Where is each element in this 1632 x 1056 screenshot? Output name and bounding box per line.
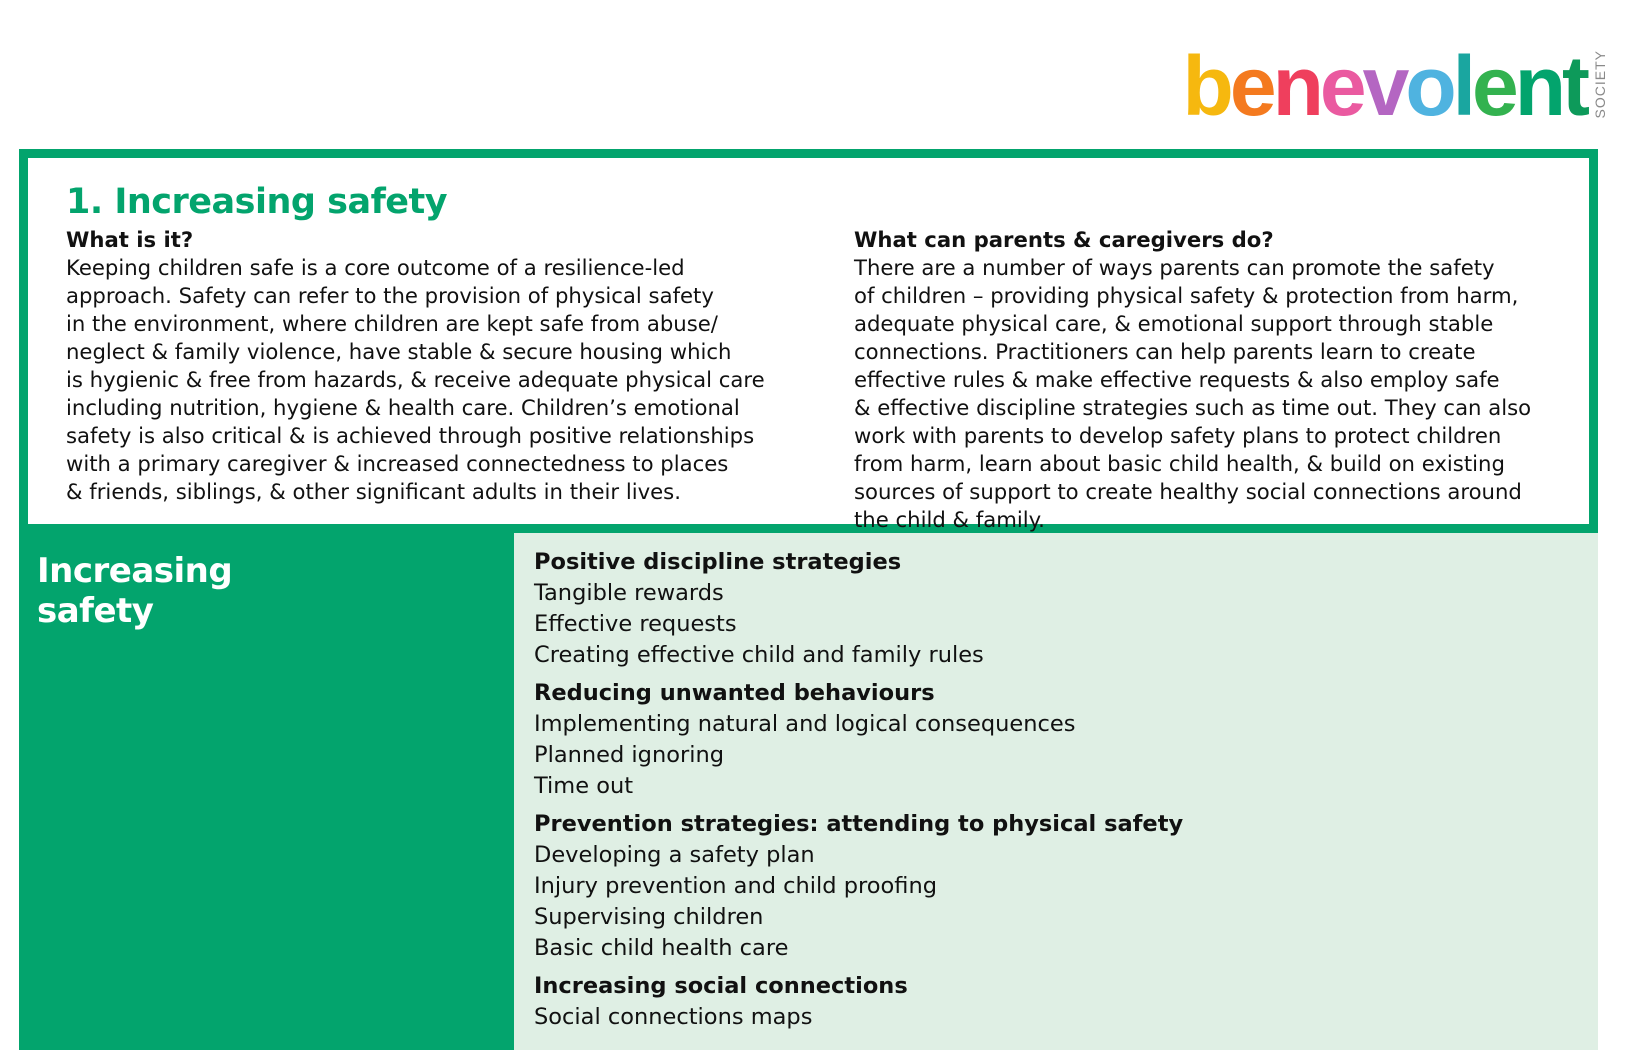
body-line: of children – providing physical safety & protection from harm, <box>854 283 1519 308</box>
strategies-label-panel <box>19 533 514 1050</box>
what-can-parents-do-heading: What can parents & caregivers do? <box>854 227 1274 252</box>
what-is-it-heading: What is it? <box>66 227 194 252</box>
page-title: 1. Increasing safety <box>66 182 448 222</box>
strategy-group <box>534 971 1183 1033</box>
strategy-item: Planned ignoring <box>534 742 725 768</box>
strategy-item: Social connections maps <box>534 1004 813 1030</box>
body-line: & friends, siblings, & other significant adults in their lives. <box>66 479 681 504</box>
logo-letter: o <box>1405 39 1453 133</box>
body-line: work with parents to develop safety plans to protect children <box>854 423 1502 448</box>
strategy-item: Basic child health care <box>534 935 789 961</box>
body-line: in the environment, where children are kept safe from abuse/ <box>66 311 718 336</box>
logo-letter: n <box>1514 39 1563 133</box>
body-line: the child & family. <box>854 507 1045 532</box>
logo-letter: e <box>1319 39 1363 133</box>
body-line: sources of support to create healthy social connections around <box>854 479 1522 504</box>
what-can-parents-do-column <box>854 226 1594 534</box>
logo-letter: e <box>1471 39 1515 133</box>
strategy-group-heading: Prevention strategies: attending to physical safety <box>534 811 1184 837</box>
strategy-item: Injury prevention and child proofing <box>534 873 938 899</box>
body-line: & effective discipline strategies such as time out. They can also <box>854 395 1532 420</box>
strategies-list <box>534 547 1183 1040</box>
strategy-item: Implementing natural and logical consequences <box>534 711 1076 737</box>
strategies-section-label <box>37 551 232 631</box>
body-line: with a primary caregiver & increased connectedness to places <box>66 451 729 476</box>
strategy-item: Developing a safety plan <box>534 842 815 868</box>
strategy-item: Supervising children <box>534 904 764 930</box>
logo-letter: b <box>1182 39 1230 133</box>
logo-letter: n <box>1272 39 1320 133</box>
benevolent-society-logo <box>1182 38 1608 133</box>
body-line: There are a number of ways parents can promote the safety <box>854 255 1495 280</box>
strategy-item: Tangible rewards <box>534 580 724 606</box>
body-line: safety is also critical & is achieved through positive relationships <box>66 423 755 448</box>
logo-letter: l <box>1452 39 1472 133</box>
strategies-label-line: safety <box>37 591 154 631</box>
logo-letter: e <box>1229 39 1273 133</box>
what-is-it-column <box>66 226 826 506</box>
strategy-group <box>534 678 1183 802</box>
body-line: connections. Practitioners can help parents learn to create <box>854 339 1476 364</box>
logo-letter: v <box>1362 39 1406 133</box>
intro-box <box>19 149 1598 533</box>
strategies-list-panel <box>514 533 1598 1050</box>
body-line: approach. Safety can refer to the provision of physical safety <box>66 283 714 308</box>
logo-letter: t <box>1562 39 1586 133</box>
strategy-item: Effective requests <box>534 611 737 637</box>
strategy-group <box>534 547 1183 671</box>
strategy-group-heading: Reducing unwanted behaviours <box>534 680 935 706</box>
body-line: is hygienic & free from hazards, & receive adequate physical care <box>66 367 765 392</box>
body-line: adequate physical care, & emotional support through stable <box>854 311 1494 336</box>
strategy-group-heading: Increasing social connections <box>534 973 908 999</box>
body-line: including nutrition, hygiene & health care. Children’s emotional <box>66 395 740 420</box>
body-line: effective rules & make effective requests & also employ safe <box>854 367 1500 392</box>
body-line: from harm, learn about basic child health, & build on existing <box>854 451 1505 476</box>
strategy-item: Time out <box>534 773 634 799</box>
body-line: neglect & family violence, have stable & secure housing which <box>66 339 732 364</box>
strategy-group-heading: Positive discipline strategies <box>534 549 902 575</box>
logo-society-text: SOCIETY <box>1592 49 1608 118</box>
strategy-item: Creating effective child and family rules <box>534 642 984 668</box>
body-line: Keeping children safe is a core outcome of a resilience-led <box>66 255 685 280</box>
strategies-label-line: Increasing <box>37 551 233 591</box>
strategy-group <box>534 809 1183 964</box>
logo-wordmark <box>1182 39 1586 133</box>
